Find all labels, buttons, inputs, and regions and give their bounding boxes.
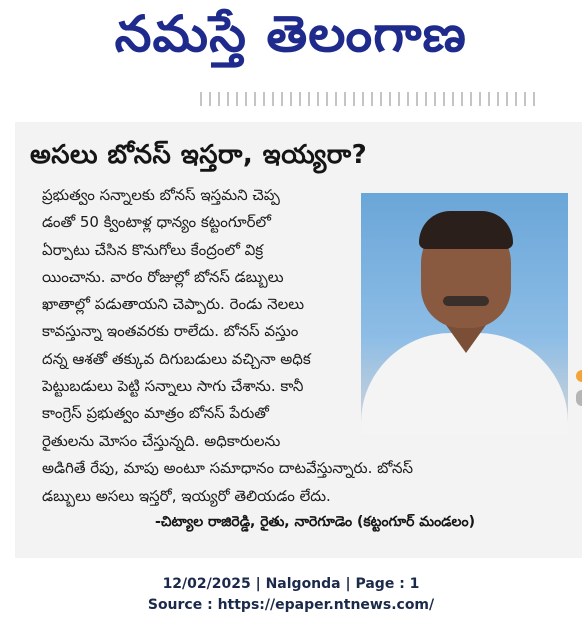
body-line: ప్రభుత్వం సన్నాలకు బోనస్ ఇస్తమని చెప్ప bbox=[42, 186, 280, 204]
cut-text-lines bbox=[200, 92, 540, 106]
body-line: అడిగితే రేపు, మాపు అంటూ సమాధానం దాటవేస్తున్నారు. బోనస్ bbox=[42, 459, 414, 478]
body-line: డంతో 50 క్వింటాళ్ల ధాన్యం కట్టంగూర్‌లో bbox=[42, 213, 271, 232]
body-line: యించాను. వారం రోజుల్లో బోనస్ డబ్బులు bbox=[42, 267, 284, 286]
body-line: కాంగ్రెస్ ప్రభుత్వం మాత్రం బోనస్ పేరుతో bbox=[42, 404, 269, 423]
cut-text-strip bbox=[200, 92, 540, 106]
body-line: డబ్బులు అసలు ఇస్తరో, ఇయ్యరో తెలియడం లేదు. bbox=[42, 486, 331, 505]
article-headline: అసలు బోనస్ ఇస్తరా, ఇయ్యరా? bbox=[30, 140, 368, 170]
article-body-full bbox=[42, 428, 562, 510]
footer-date-line: 12/02/2025 | Nalgonda | Page : 1 bbox=[162, 576, 420, 592]
body-line: దన్న ఆశతో తక్కువ దిగుబడులు వచ్చినా అధిక bbox=[42, 349, 311, 368]
article-body-column bbox=[42, 182, 360, 428]
body-line: ఏర్పాటు చేసిన కొనుగోలు కేంద్రంలో విక్ర bbox=[42, 240, 264, 259]
article-byline: -చిట్యాల రాజిరెడ్డి, రైతు, నారెగూడెం (కట్టంగూర్ మండలం) bbox=[155, 514, 475, 530]
grey-marker-icon bbox=[576, 390, 582, 406]
body-line: పెట్టుబడులు పెట్టి సన్నాలు సాగు చేశాను. కానీ bbox=[42, 377, 304, 396]
footer-source-link[interactable]: Source : https://epaper.ntnews.com/ bbox=[147, 597, 435, 613]
body-line: కావస్తున్నా ఇంతవరకు రాలేదు. బోనస్ వస్తుం bbox=[42, 322, 299, 341]
body-line: రైతులను మోసం చేస్తున్నది. అధికారులను bbox=[42, 432, 281, 450]
photo-hair bbox=[419, 211, 513, 249]
orange-marker-icon bbox=[576, 370, 582, 382]
source-footer bbox=[0, 574, 582, 616]
masthead bbox=[0, 0, 582, 80]
farmer-photo bbox=[361, 193, 568, 434]
side-nav-marker[interactable] bbox=[574, 370, 582, 418]
masthead-title: నమస్తే తెలంగాణ bbox=[114, 4, 468, 63]
photo-mustache bbox=[443, 296, 489, 306]
body-line: ఖాతాల్లో పడుతాయని చెప్పారు. రెండు నెలలు bbox=[42, 295, 305, 314]
